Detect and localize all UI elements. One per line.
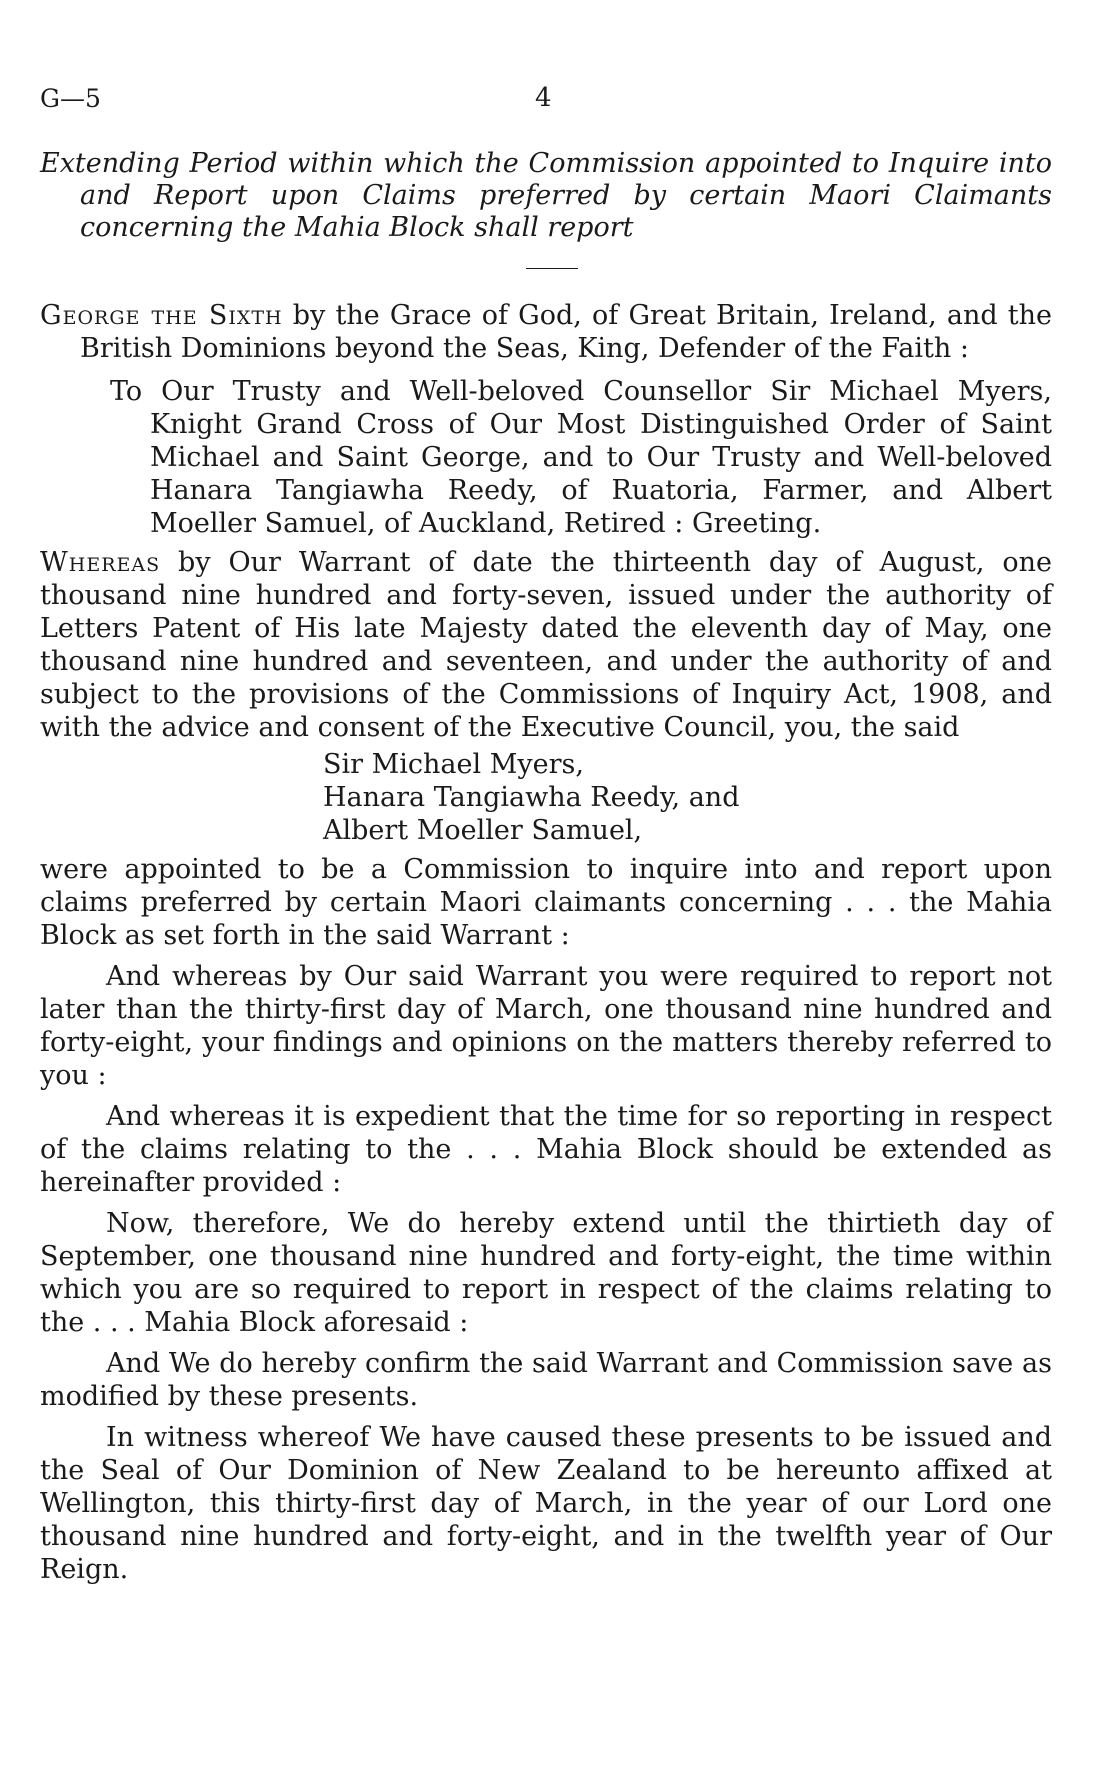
preamble-text: by the Grace of God, of Great Britain, Ireland, and the British Dominions beyond the Seas, King, Defender of the Faith :	[80, 300, 1053, 364]
confirmation-paragraph: And We do hereby confirm the said Warrant and Commission save as modified by these presents.	[40, 1348, 1052, 1412]
extension-paragraph: Now, therefore, We do hereby extend until the thirtieth day of September, one thousand nine hundred and forty-eight, the time within which you are so required to report in respect of the claims relating to the . . . Mahia Block aforesaid :	[40, 1208, 1052, 1338]
expedient-paragraph: And whereas it is expedient that the time for so reporting in respect of the claims relating to the . . . Mahia Block should be extended as hereinafter provided :	[40, 1101, 1052, 1198]
appointment-paragraph: were appointed to be a Commission to inquire into and report upon claims preferred by certain Maori claimants concerning . . . the Mahia Block as set forth in the said Warrant :	[40, 854, 1052, 951]
requirement-paragraph: And whereas by Our said Warrant you were required to report not later than the thirty-first day of March, one thousand nine hundred and forty-eight, your findings and opinions on the matters thereby referred to you :	[40, 961, 1052, 1091]
document-title: Extending Period within which the Commission appointed to Inquire into and Report upon Claims preferred by certain Maori Claimants concerning the Mahia Block shall report	[40, 148, 1052, 243]
page-reference: G—5	[40, 84, 101, 113]
whereas-caps: Whereas	[40, 547, 161, 578]
name-line: Albert Moeller Samuel,	[323, 815, 643, 846]
name-line: Sir Michael Myers,	[323, 749, 584, 780]
witness-paragraph: In witness whereof We have caused these presents to be issued and the Seal of Our Dominion of New Zealand to be hereunto affixed at Wellington, this thirty-first day of March, in the year of our Lord one thousand nine hundred and forty-eight, and in the twelfth year of Our Reign.	[40, 1422, 1052, 1585]
title-divider	[526, 268, 578, 269]
page-number: 4	[535, 83, 552, 113]
page-header	[40, 82, 1052, 122]
whereas-text: by Our Warrant of date the thirteenth day of August, one thousand nine hundred and forty-seven, issued under the authority of Letters Patent of His late Majesty dated the eleventh day of May, one thousand nine hundred and seventeen, and under the authority of and subject to the provisions of the Commissions of Inquiry Act, 1908, and with the advice and consent of the Executive Council, you, the said	[40, 547, 1052, 743]
name-line: Hanara Tangiawha Reedy, and	[323, 782, 740, 813]
address-paragraph: To Our Trusty and Well-beloved Counsellor Sir Michael Myers, Knight Grand Cross of Our Most Distinguished Order of Saint Michael and Saint George, and to Our Trusty and Well-beloved Hanara Tangiawha Reedy, of Ruatoria, Farmer, and Albert Moeller Samuel, of Auckland, Retired : Greeting.	[110, 376, 1052, 539]
commissioner-names	[323, 748, 1052, 847]
preamble-caps: George the Sixth	[40, 300, 283, 331]
preamble	[40, 299, 1052, 365]
whereas-paragraph	[40, 546, 1052, 744]
